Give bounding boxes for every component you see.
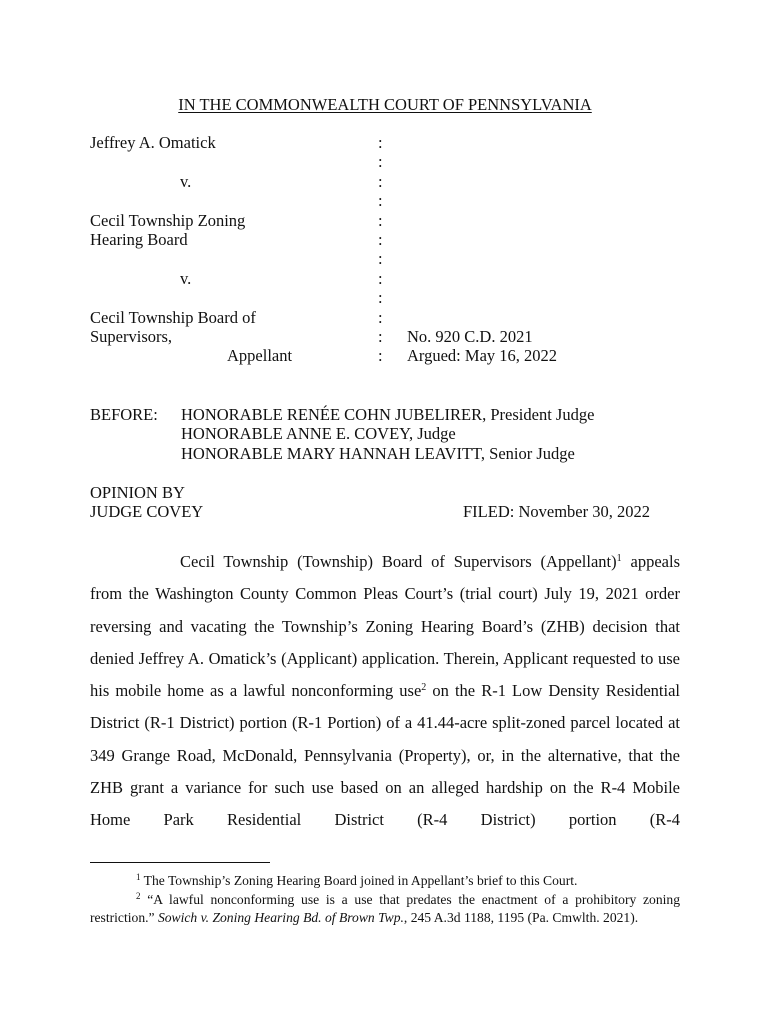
footnote-text: The Township’s Zoning Hearing Board joined in Appellant’s brief to this Court. (140, 873, 578, 888)
caption-line-blank (90, 249, 380, 268)
caption-colon: : (378, 229, 383, 249)
caption-line-zhb-cont: Hearing Board (90, 229, 188, 249)
body-text-part: appeals from the Washington County Common Pleas Court’s (trial court) July 19, 2021 order reversing and vacating the Township’s Zoning Hearing Board’s (ZHB) decision that denied Jeffrey A. Omatick’s (Applicant) application. Therein, Applicant requested to use his mobile home as a lawful nonconforming use (90, 552, 680, 701)
footnote (90, 872, 680, 891)
case-info (407, 327, 557, 366)
case-number: No. 920 C.D. 2021 (407, 327, 533, 346)
footnote (90, 891, 680, 928)
body-text-part: Cecil Township (Township) Board of Supervisors (Appellant) (180, 552, 617, 571)
argued-date: Argued: May 16, 2022 (407, 346, 558, 366)
footnote-ref: 2 (421, 682, 427, 694)
caption-colon: : (378, 326, 383, 346)
caption-colon: : (378, 268, 383, 288)
footnote-mark: 1 (136, 872, 141, 882)
footnotes (90, 872, 680, 928)
opinion-by (90, 483, 203, 522)
caption-colon-column (378, 133, 388, 366)
footnote-divider (90, 862, 270, 863)
caption-colon: : (378, 210, 383, 230)
caption-colon: : (378, 346, 383, 366)
caption-line-versus: v. (180, 171, 192, 191)
before-label: BEFORE: (90, 405, 158, 424)
filed-date: FILED: November 30, 2022 (463, 502, 650, 521)
caption-colon: : (378, 171, 383, 191)
caption-line-zhb: Cecil Township Zoning (90, 210, 246, 230)
caption-colon: : (378, 249, 383, 269)
caption-colon: : (378, 307, 383, 327)
caption-line-blank (90, 191, 380, 210)
opinion-by-label: OPINION BY (90, 483, 185, 502)
caption-line-blank (90, 288, 380, 307)
footnote-text: “A lawful nonconforming use is a use that predates the enactment of a prohibitory zoning restriction.” (90, 891, 680, 925)
caption-colon: : (378, 191, 383, 211)
judge-name: HONORABLE ANNE E. COVEY, Judge (181, 424, 456, 444)
caption-line-versus: v. (180, 268, 192, 288)
footnote-mark: 2 (136, 890, 141, 901)
caption-colon: : (378, 152, 383, 172)
footnote-citation: Sowich v. Zoning Hearing Bd. of Brown Twp. (157, 910, 404, 925)
caption-line-board-cont: Supervisors, (90, 326, 173, 346)
judge-name: HONORABLE MARY HANNAH LEAVITT, Senior Judge (181, 443, 575, 463)
judge-name: HONORABLE RENÉE COHN JUBELIRER, President Judge (181, 405, 595, 424)
caption-colon: : (378, 288, 383, 308)
caption-line-applicant: Jeffrey A. Omatick (90, 133, 216, 152)
judges-list (181, 405, 594, 463)
court-title: IN THE COMMONWEALTH COURT OF PENNSYLVANIA (178, 95, 592, 114)
footnote-text: , 245 A.3d 1188, 1195 (Pa. Cmwlth. 2021). (403, 910, 639, 925)
opinion-author: JUDGE COVEY (90, 502, 204, 522)
body-paragraph (90, 546, 680, 837)
body-text-part: on the R-1 Low Density Residential District (R-1 District) portion (R-1 Portion) of a 41.44-acre split-zoned parcel located at 349 Grange Road, McDonald, Pennsylvania (Property), or, in the alternative, that the ZHB grant a variance for such use based on an alleged hardship on the R-4 Mobile Home Park Residential District (R-4 District) portion (R-4 (90, 681, 681, 830)
caption-line-appellant: Appellant (227, 346, 293, 366)
caption-colon: : (378, 133, 383, 152)
opinion-body (90, 546, 680, 837)
caption-line-board: Cecil Township Board of (90, 307, 256, 327)
case-caption-parties (90, 133, 380, 366)
footnote-ref: 1 (616, 553, 622, 564)
caption-line-blank (90, 152, 380, 171)
